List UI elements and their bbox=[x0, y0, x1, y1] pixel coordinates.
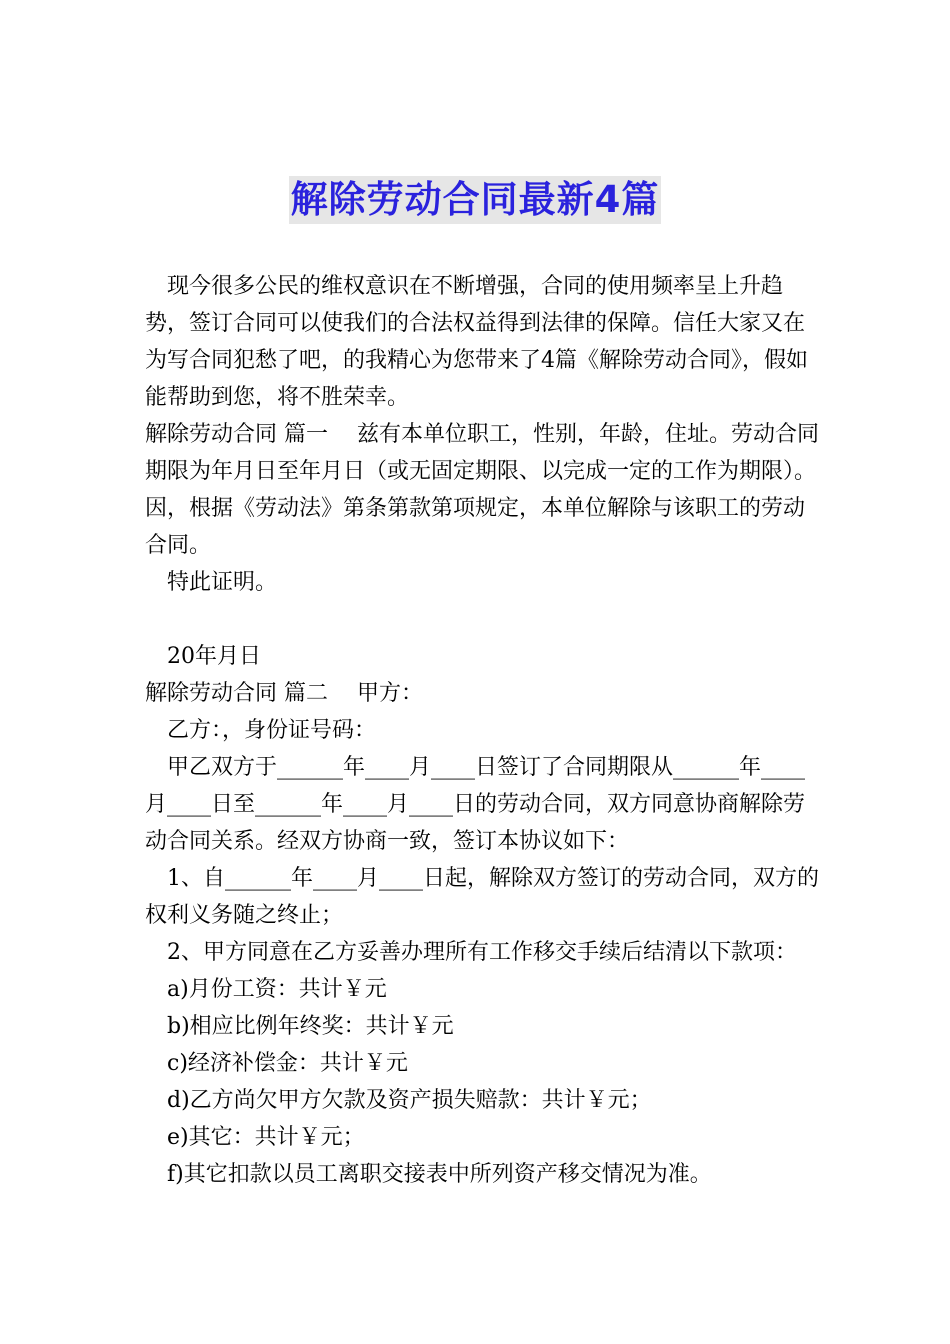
intro-paragraph: 现今很多公民的维权意识在不断增强，合同的使用频率呈上升趋势，签订合同可以使我们的合法权益得到法律的保障。信任大家又在为写合同犯愁了吧，的我精心为您带来了4篇《解除劳动合同》，假如能帮助到您，将不胜荣幸。 bbox=[145, 274, 808, 410]
document-title: 解除劳动合同最新4篇 bbox=[289, 176, 662, 224]
date-line: 20年月日 bbox=[167, 644, 261, 669]
title-area bbox=[0, 176, 950, 224]
payment-item-c: c)经济补偿金：共计￥元 bbox=[167, 1051, 408, 1076]
agreement-paragraph: 甲乙双方于______年____月____日签订了合同期限从______年____月____日至______年____月____日的劳动合同，双方同意协商解除劳动合同关系。经双方协商一致，签订本协议如下： bbox=[145, 755, 806, 854]
section-two-heading: 解除劳动合同 篇二 甲方： bbox=[145, 681, 423, 706]
clause-two: 2、甲方同意在乙方妥善办理所有工作移交手续后结清以下款项： bbox=[167, 940, 797, 965]
clause-one: 1、自______年____月____日起，解除双方签订的劳动合同，双方的权利义务随之终止； bbox=[145, 866, 819, 928]
blank-line bbox=[145, 601, 825, 638]
party-b-line: 乙方：，身份证号码： bbox=[167, 718, 377, 743]
payment-item-a: a)月份工资：共计￥元 bbox=[167, 977, 387, 1002]
certification-line: 特此证明。 bbox=[167, 570, 278, 595]
payment-item-e: e)其它：共计￥元； bbox=[167, 1125, 365, 1150]
payment-item-f: f)其它扣款以员工离职交接表中所列资产移交情况为准。 bbox=[167, 1162, 712, 1187]
payment-item-d: d)乙方尚欠甲方欠款及资产损失赔款：共计￥元； bbox=[167, 1088, 652, 1113]
document-body bbox=[145, 268, 825, 1193]
payment-item-b: b)相应比例年终奖：共计￥元 bbox=[167, 1014, 454, 1039]
section-one-paragraph: 解除劳动合同 篇一 兹有本单位职工，性别，年龄，住址。劳动合同期限为年月日至年月日（或无固定期限、以完成一定的工作为期限）。因，根据《劳动法》第条第款第项规定，本单位解除与该职工的劳动合同。 bbox=[145, 422, 819, 558]
